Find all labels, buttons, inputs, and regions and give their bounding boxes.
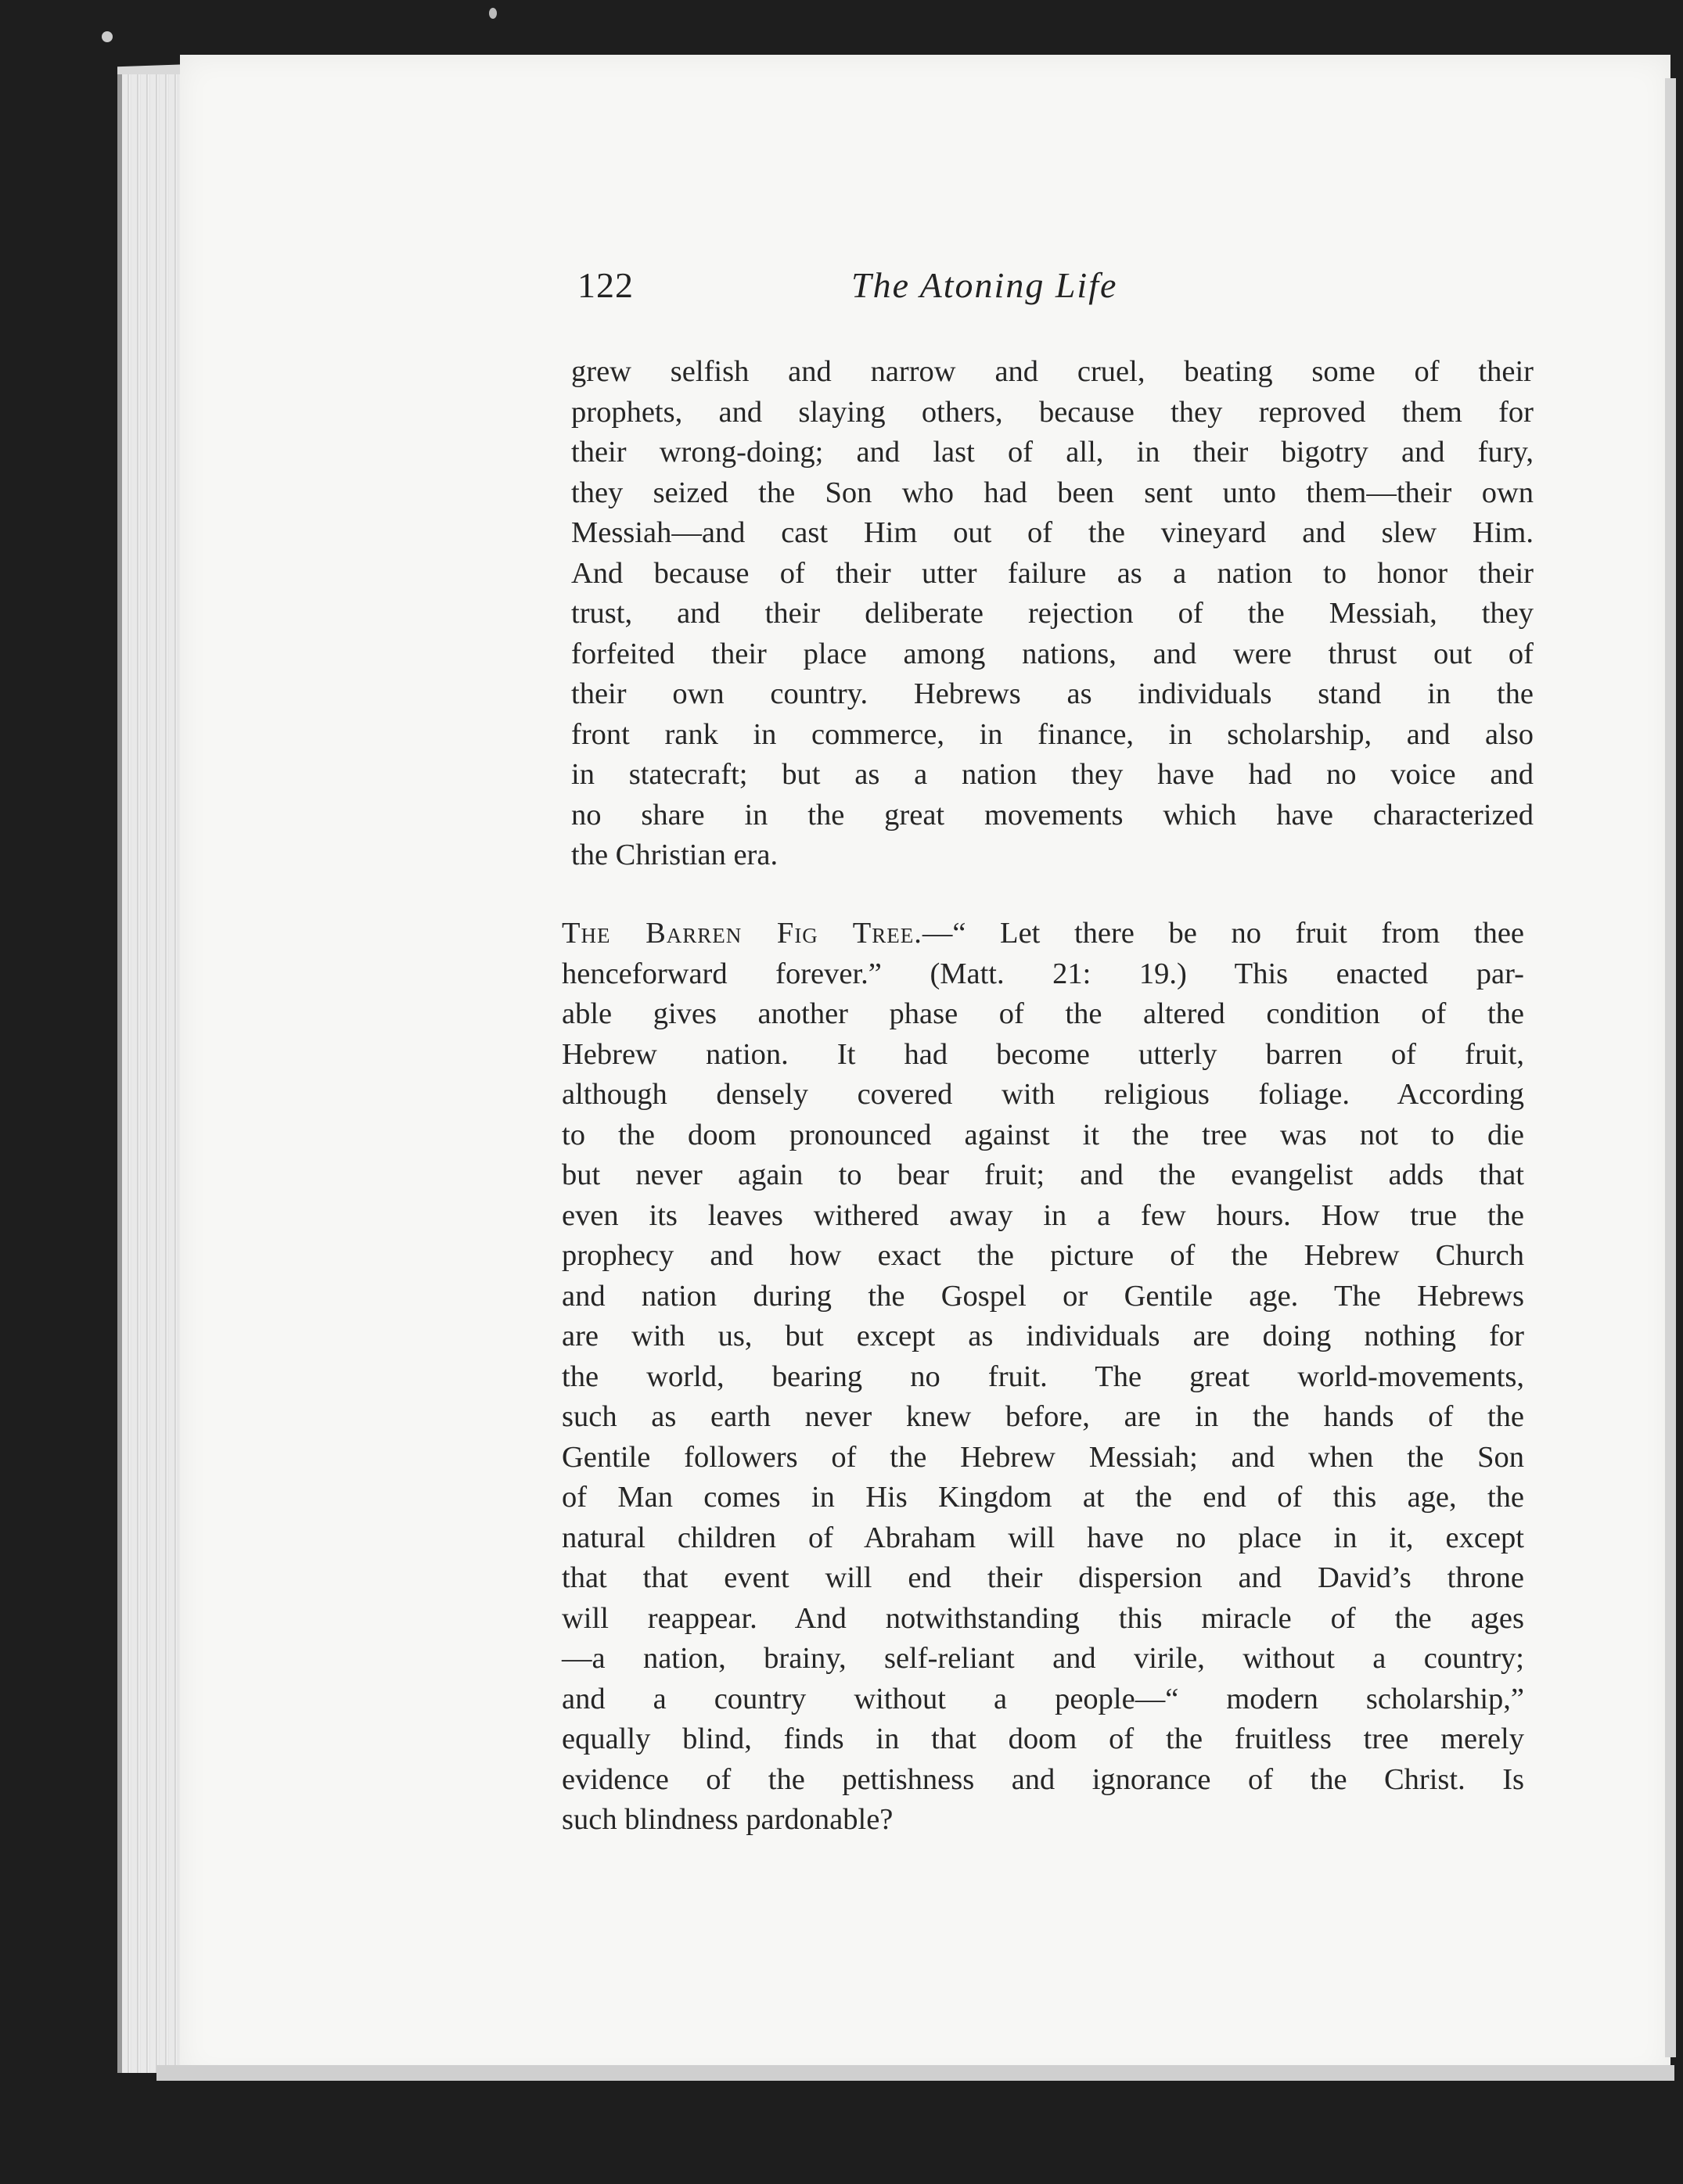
text-line: their own country. Hebrews as individuals stand in the (571, 677, 1534, 710)
text-line: Gentile followers of the Hebrew Messiah; and when the Son (562, 1440, 1524, 1474)
text-line: Hebrew nation. It had become utterly barren of fruit, (562, 1037, 1524, 1071)
scan-speck (489, 8, 497, 19)
text-line: to the doom pronounced against it the tree was not to die (562, 1118, 1524, 1151)
page-number: 122 (577, 265, 634, 305)
text-line: trust, and their deliberate rejection of the Messiah, they (571, 597, 1534, 630)
text-line: equally blind, finds in that doom of the fruitless tree merely (562, 1722, 1524, 1755)
text-line: henceforward forever.” (Matt. 21: 19.) This enacted par- (562, 957, 1524, 990)
text-line: in statecraft; but as a nation they have had no voice and (571, 758, 1534, 791)
text-line: and nation during the Gospel or Gentile age. The Hebrews (562, 1279, 1524, 1313)
paragraph-2 (562, 914, 1524, 1841)
text-line: such as earth never knew before, are in the hands of the (562, 1400, 1524, 1433)
text-line: are with us, but except as individuals are doing nothing for (562, 1320, 1524, 1352)
page-right-edge (1665, 78, 1676, 2057)
running-head (577, 264, 1540, 311)
text-line: that that event will end their dispersion and David’s throne (562, 1561, 1524, 1594)
text-line: prophets, and slaying others, because they reproved them for (571, 395, 1534, 429)
text-line: will reappear. And notwithstanding this miracle of the ages (562, 1601, 1524, 1635)
text-line: no share in the great movements which have characterized (571, 798, 1534, 832)
running-title: The Atoning Life (851, 265, 1118, 305)
text-line: the world, bearing no fruit. The great world-movements, (562, 1360, 1524, 1393)
text-line: able gives another phase of the altered condition of the (562, 997, 1524, 1030)
text-line: even its leaves withered away in a few hours. How true the (562, 1198, 1524, 1232)
section-heading: The Barren Fig Tree. (562, 917, 922, 950)
text-line: evidence of the pettishness and ignorance of the Christ. Is (562, 1762, 1524, 1796)
text-line: prophecy and how exact the picture of the Hebrew Church (562, 1239, 1524, 1272)
paragraph-1 (571, 352, 1534, 876)
text-line: And because of their utter failure as a nation to honor their (571, 556, 1534, 590)
text-line: Messiah—and cast Him out of the vineyard and slew Him. (571, 516, 1534, 549)
text-line: natural children of Abraham will have no place in it, except (562, 1521, 1524, 1554)
text-line: but never again to bear fruit; and the evangelist adds that (562, 1158, 1524, 1191)
text-fragment: —“ Let there be no fruit from thee (922, 917, 1524, 950)
text-line-first (562, 914, 1524, 954)
page-bottom-edge (156, 2065, 1674, 2081)
text-line: —a nation, brainy, self-reliant and virile, without a country; (562, 1642, 1524, 1675)
text-line: grew selfish and narrow and cruel, beating some of their (571, 355, 1534, 388)
text-line: their wrong-doing; and last of all, in their bigotry and fury, (571, 436, 1534, 469)
text-line: such blindness pardonable? (562, 1803, 894, 1836)
text-line: of Man comes in His Kingdom at the end of this age, the (562, 1481, 1524, 1514)
text-line: the Christian era. (571, 839, 779, 871)
text-line: front rank in commerce, in finance, in scholarship, and also (571, 717, 1534, 751)
text-line: forfeited their place among nations, and were thrust out of (571, 637, 1534, 670)
text-line: they seized the Son who had been sent unto them—their own (571, 476, 1534, 509)
text-line: and a country without a people—“ modern scholarship,” (562, 1682, 1524, 1715)
text-line: although densely covered with religious foliage. According (562, 1078, 1524, 1111)
scan-speck (102, 31, 113, 42)
